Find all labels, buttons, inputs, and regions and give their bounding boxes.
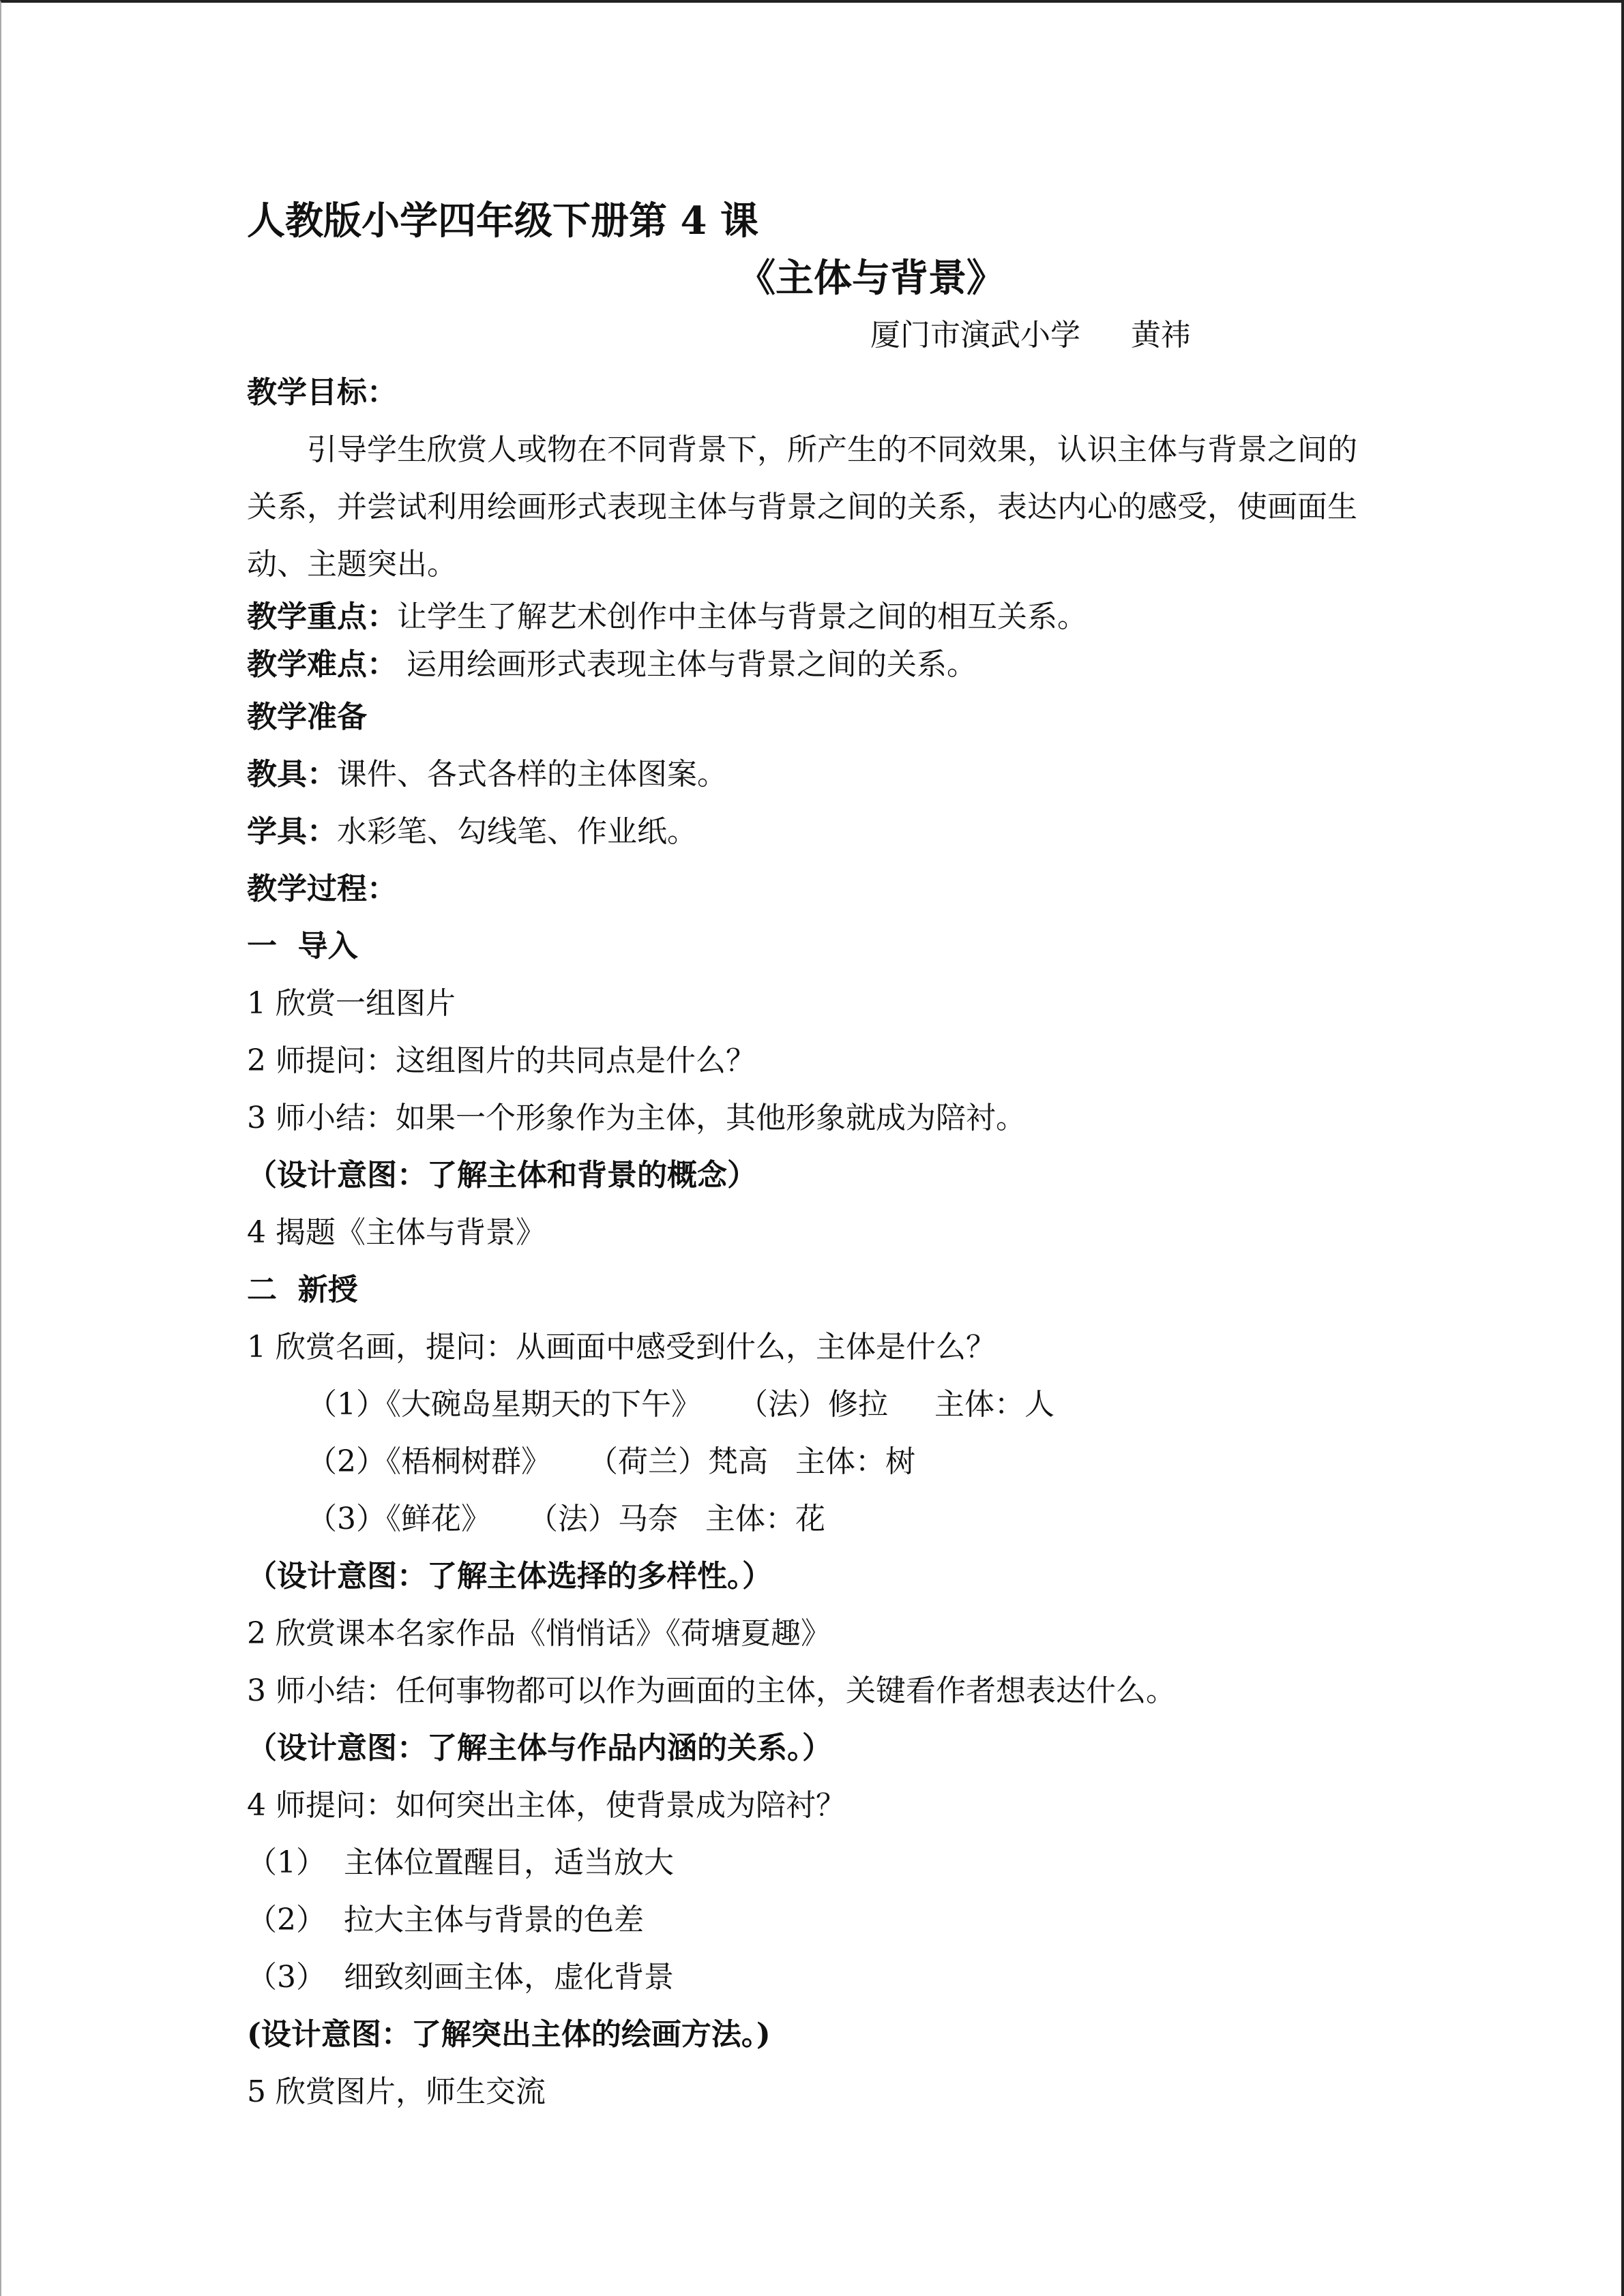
method-row: [247, 1892, 1372, 1949]
painting-row: [247, 1433, 1372, 1491]
author-name: 黄祎: [1131, 318, 1191, 353]
painting-row: [247, 1376, 1372, 1433]
prep-heading: 教学准备: [247, 700, 367, 734]
method-number: （1）: [247, 1845, 326, 1880]
section2-heading: 二 新授: [247, 1272, 358, 1307]
section1-heading: 一 导入: [247, 929, 358, 964]
painting-title: （3）《鲜花》: [307, 1502, 491, 1536]
list-item: 1 欣赏一组图片: [247, 986, 456, 1021]
method-text: 主体位置醒目，适当放大: [344, 1845, 674, 1880]
painting-subject: 主体：花: [705, 1502, 825, 1536]
teacher-tools-text: 课件、各式各样的主体图案。: [337, 757, 727, 792]
list-item: 2 欣赏课本名家作品《悄悄话》《荷塘夏趣》: [247, 1616, 831, 1651]
list-item: 3 师小结：如果一个形象作为主体，其他形象就成为陪衬。: [247, 1101, 1026, 1135]
design-intent: (设计意图：了解突出主体的绘画方法。): [247, 2017, 771, 2052]
painting-subject: 主体：人: [934, 1387, 1054, 1422]
list-item: 4 揭题《主体与背景》: [247, 1215, 546, 1250]
title-line-2: 《主体与背景》: [737, 256, 1005, 301]
key-point-label: 教学重点：: [247, 599, 397, 634]
student-tools-label: 学具：: [247, 814, 337, 849]
student-tools: [247, 803, 1372, 861]
design-intent: （设计意图：了解主体与作品内涵的关系。）: [247, 1731, 832, 1765]
painting-artist: （法）马奈: [528, 1502, 678, 1536]
key-point: [247, 593, 1372, 641]
painting-artist: （法）修拉: [738, 1387, 888, 1422]
design-intent: （设计意图：了解主体选择的多样性。）: [247, 1559, 772, 1594]
process-heading: 教学过程：: [247, 871, 397, 906]
author-line: [247, 307, 1372, 364]
difficulty: [247, 641, 1372, 689]
method-row: [247, 1834, 1372, 1892]
method-number: （3）: [247, 1960, 326, 1995]
document-body: [247, 192, 1372, 2121]
goals-text: 引导学生欣赏人或物在不同背景下，所产生的不同效果，认识主体与背景之间的关系，并尝试利用绘画形式表现主体与背景之间的关系，表达内心的感受，使画面生动、主题突出。: [247, 432, 1357, 582]
painting-artist: （荷兰）梵高: [588, 1444, 768, 1479]
title-line-1: 人教版小学四年级下册第 4 课: [247, 198, 758, 243]
student-tools-text: 水彩笔、勾线笔、作业纸。: [337, 814, 697, 849]
method-text: 拉大主体与背景的色差: [344, 1903, 644, 1937]
method-row: [247, 1949, 1372, 2006]
method-text: 细致刻画主体，虚化背景: [344, 1960, 674, 1995]
painting-title: （1）《大碗岛星期天的下午》: [307, 1387, 701, 1422]
design-intent: （设计意图：了解主体和背景的概念）: [247, 1158, 757, 1193]
goals-label: 教学目标：: [247, 375, 397, 410]
key-point-text: 让学生了解艺术创作中主体与背景之间的相互关系。: [397, 599, 1087, 634]
teacher-tools-label: 教具：: [247, 757, 337, 792]
list-item: 2 师提问：这组图片的共同点是什么？: [247, 1043, 756, 1078]
method-number: （2）: [247, 1903, 326, 1937]
painting-row: [247, 1491, 1372, 1548]
author-school: 厦门市演武小学: [870, 318, 1080, 353]
difficulty-label: 教学难点：: [247, 647, 397, 682]
painting-title: （2）《梧桐树群》: [307, 1444, 551, 1479]
teacher-tools: [247, 746, 1372, 803]
painting-subject: 主体：树: [795, 1444, 915, 1479]
list-item: 3 师小结：任何事物都可以作为画面的主体，关键看作者想表达什么。: [247, 1673, 1176, 1708]
list-item: 1 欣赏名画，提问：从画面中感受到什么，主体是什么？: [247, 1330, 996, 1365]
list-item: 5 欣赏图片，师生交流: [247, 2074, 546, 2109]
difficulty-text: 运用绘画形式表现主体与背景之间的关系。: [397, 647, 977, 682]
list-item: 4 师提问：如何突出主体，使背景成为陪衬？: [247, 1788, 846, 1823]
